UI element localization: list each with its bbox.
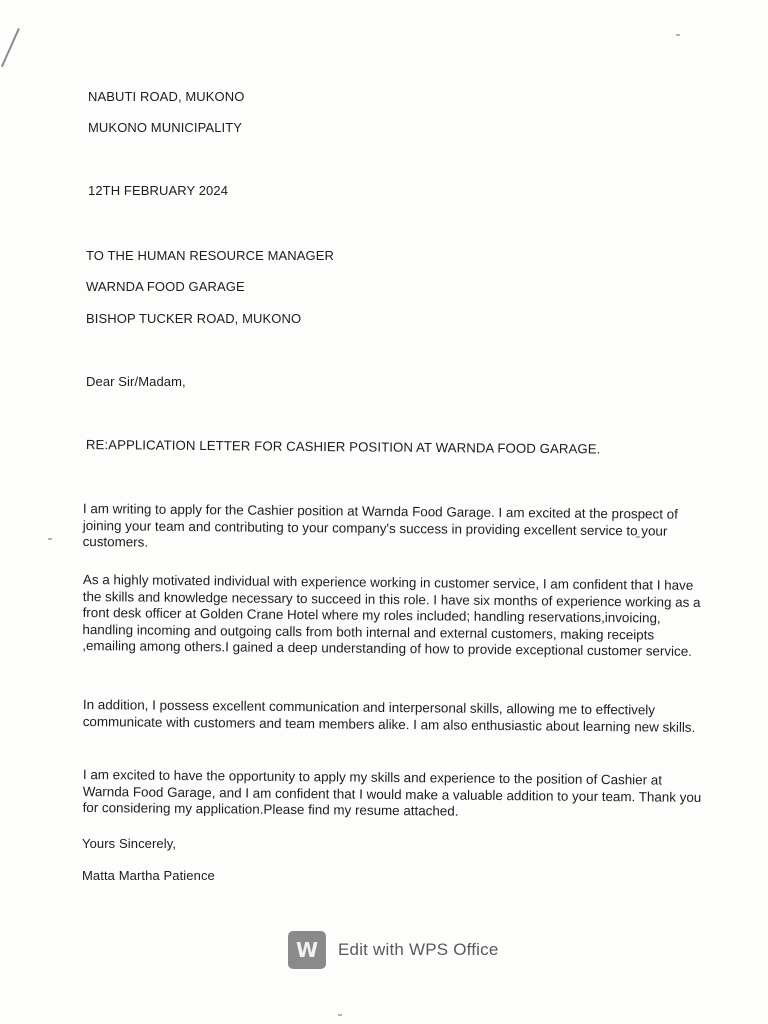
body-paragraph-1 <box>83 501 703 556</box>
salutation: Dear Sir/Madam, <box>86 374 186 389</box>
sender-address-line2: MUKONO MUNICIPALITY <box>88 120 243 135</box>
recipient-line2: WARNDA FOOD GARAGE <box>86 279 245 294</box>
wps-logo-icon <box>288 931 326 969</box>
subject-line: RE:APPLICATION LETTER FOR CASHIER POSITION AT WARNDA FOOD GARAGE. <box>85 437 601 457</box>
paragraph-text: As a highly motivated individual with experience working in customer service, I am confident that I have the skills and knowledge necessary to succeed in this role. I have six months of experience working as a front desk officer at Golden Crane Hotel where my roles included; handling reservations,invoicing, handling incoming and outgoing calls from both internal and external customers, making receipts ,emailing among others.I gained a deep understanding of how to provide exceptional customer service. <box>82 572 701 659</box>
scan-mark <box>1 28 20 67</box>
scan-speck <box>48 538 52 540</box>
paragraph-text: I am excited to have the opportunity to apply my skills and experience to the position of Cashier at Warnda Food Garage, and I am confident that I would make a valuable addition to your team. Thank you for considering my application.Please find my resume attached. <box>82 767 702 819</box>
paragraph-text: In addition, I possess excellent communication and interpersonal skills, allowing me to effectively communicate with customers and team members alike. I am also enthusiastic about learning new skills. <box>82 697 696 735</box>
body-paragraph-3 <box>83 697 703 736</box>
letter-date: 12TH FEBRUARY 2024 <box>88 183 229 198</box>
body-paragraph-2 <box>82 572 703 660</box>
wps-watermark[interactable] <box>288 931 499 969</box>
signature-name: Matta Martha Patience <box>82 868 215 883</box>
recipient-line3: BISHOP TUCKER ROAD, MUKONO <box>86 311 302 326</box>
scan-speck <box>338 1014 342 1016</box>
scan-speck <box>676 34 680 36</box>
body-paragraph-4 <box>83 767 703 822</box>
paragraph-text: I am writing to apply for the Cashier position at Warnda Food Garage. I am excited at the prospect of joining your team and contributing to your company's success in providing excellent service to your customers. <box>82 501 678 550</box>
sender-address-line1: NABUTI ROAD, MUKONO <box>88 89 245 104</box>
wps-watermark-label: Edit with WPS Office <box>338 940 499 959</box>
wps-logo-glyph: W <box>295 938 319 962</box>
recipient-line1: TO THE HUMAN RESOURCE MANAGER <box>86 248 335 263</box>
closing: Yours Sincerely, <box>82 836 177 851</box>
